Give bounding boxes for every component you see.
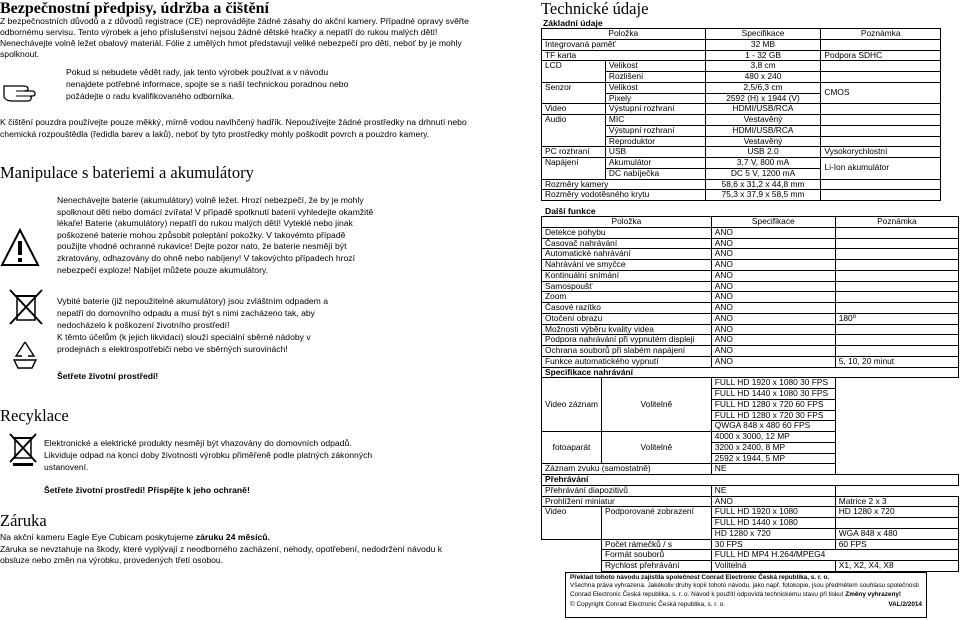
table-row (542, 346, 959, 357)
cell: ANO (711, 346, 835, 357)
table-row (542, 39, 941, 50)
cell: 480 x 240 (705, 72, 821, 83)
cell: Matrice 2 x 3 (835, 496, 958, 507)
cell: PC rozhraní (542, 147, 606, 158)
cell: X1, X2, X4, X8 (835, 561, 958, 572)
footer-code: VAL/2/2014 (888, 600, 922, 608)
table-row (542, 179, 941, 190)
warning-triangle-icon (0, 228, 40, 268)
cell: 58,6 x 31,2 x 44,8 mm (705, 179, 821, 190)
cell: Video (542, 507, 602, 539)
cell: Volitelně (601, 378, 711, 432)
cell: 4000 x 3000, 12 MP (711, 432, 835, 443)
table-row (542, 475, 959, 486)
cell: Vysokorychlostní (821, 147, 941, 158)
cell (835, 249, 958, 260)
basic-caption: Základní údaje (543, 18, 603, 28)
table-row (542, 227, 959, 238)
cell: Rozměry kamery (542, 179, 706, 190)
cell: Možnosti výběru kvality videa (542, 324, 712, 335)
cell: Velikost (605, 82, 705, 93)
col-header: Specifikace (711, 217, 835, 228)
cell (835, 227, 958, 238)
table-row (542, 292, 959, 303)
footer-translation: Překlad tohoto návodu zajistila společnost Conrad Electronic Česká republika, s. r. o. (570, 574, 830, 581)
footer-rights (570, 582, 922, 599)
cell: ANO (711, 356, 835, 367)
cell: 32 MB (705, 39, 821, 50)
cell (835, 270, 958, 281)
cell: NE (711, 485, 835, 496)
cell: Detekce pohybu (542, 227, 712, 238)
cell: Rychlost přehrávání (601, 561, 711, 572)
cell: Audio (542, 115, 606, 147)
cell: Video záznam (542, 378, 602, 432)
pointing-hand-icon (2, 76, 38, 106)
cell (835, 324, 958, 335)
cell: ANO (711, 496, 835, 507)
cell (835, 346, 958, 357)
cell: Integrovaná paměť (542, 39, 706, 50)
cell (835, 389, 958, 400)
section-caption: Specifikace nahrávání (542, 367, 959, 378)
cell: Vestavěný (705, 115, 821, 126)
weee-bin-icon (8, 432, 38, 466)
cell: TF karta (542, 50, 706, 61)
table-row (542, 378, 959, 389)
cell: Záznam zvuku (samostatně) (542, 464, 712, 475)
cell: HD 1280 x 720 (711, 528, 835, 539)
cell: HDMI/USB/RCA (705, 104, 821, 115)
cell: Výstupní rozhraní (605, 104, 705, 115)
cell: Formát souborů (601, 550, 711, 561)
cell (835, 303, 958, 314)
cell (835, 464, 958, 475)
table-row (542, 496, 959, 507)
cell: 180º (835, 313, 958, 324)
cell: FULL HD 1280 x 720 60 FPS (711, 399, 835, 410)
cell: DC nabíječka (605, 168, 705, 179)
footer-copyright-row (570, 601, 922, 609)
table-row (542, 507, 959, 518)
battery-warning: Nenechávejte baterie (akumulátory) volně ležet. Hrozí nebezpečí, že by je mohly spolknout děti nebo domácí zvířata! V případě spolknutí baterií vyhledejte okamžitě lékaře! Baterie (akumulátory) nepatří do rukou malých dětí! Vyteklé nebo jinak poškozené baterie mohou způsobit poleptání pokožky. V takovémto případě použijte vhodné ochranné rukavice! Dejte pozor nato, že baterie nesmějí být zkratovány, odhazovány do ohně nebo nabíjeny! V takovýchto případech hrozí nebezpečí exploze! Nabíjet můžete pouze akumulátory. (57, 195, 374, 275)
warranty-title: Záruka (0, 511, 47, 530)
warranty-text-post: Záruka se nevztahuje na škody, které vyplývají z neodborného zacházení, nehody, opotřebení, nedodržení návodu k obsluze nebo změn na výrobku, provedených třetí osobou. (0, 543, 443, 566)
table-row (542, 464, 959, 475)
table-row (542, 50, 941, 61)
col-header: Položka (542, 29, 706, 40)
cell: Otočení obrazu (542, 313, 712, 324)
warranty-text (0, 532, 470, 567)
cell: Počet rámečků / s (601, 539, 711, 550)
cell: DC 5 V, 1200 mA (705, 168, 821, 179)
cell: FULL HD 1440 x 1080 30 FPS (711, 389, 835, 400)
table-row (542, 158, 941, 169)
crossed-bin-icon (8, 288, 44, 328)
footer-rights-text: Všechna práva vyhrazena. Jakékoliv druhy kopií tohoto návodu, jako např. fotokopie, jsou předmětem souhlasu společnosti Conrad Electronic Česká republika, s. r. o. Návod k použití odpovídá technickému stavu při tisku! (570, 582, 919, 598)
cell: QWGA 848 x 480 60 FPS (711, 421, 835, 432)
battery-env-note: Šetřete životní prostředí! (57, 371, 159, 381)
warranty-text-pre: Na akční kameru Eagle Eye Cubicam poskytujeme (0, 532, 196, 542)
cell: Samospoušť (542, 281, 712, 292)
cell: ANO (711, 270, 835, 281)
cell (835, 238, 958, 249)
col-header: Poznámka (821, 29, 941, 40)
section-caption: Přehrávání (542, 475, 959, 486)
table-row (542, 147, 941, 158)
cell (835, 335, 958, 346)
cell: Časovač nahrávání (542, 238, 712, 249)
cell: ANO (711, 281, 835, 292)
cell: CMOS (821, 82, 941, 104)
table-row (542, 324, 959, 335)
cell: NE (711, 464, 835, 475)
table-row (542, 356, 959, 367)
cell: Nahrávání ve smyčce (542, 260, 712, 271)
table-row (542, 561, 959, 572)
cell: Podpora nahrávání při vypnutém displeji (542, 335, 712, 346)
table-header-row (542, 29, 941, 40)
table-row (542, 303, 959, 314)
cleaning-text: K čištění pouzdra používejte pouze měkký, mírně vodou navlhčený hadřík. Nepoužívejte žádné prostředky na drhnutí nebo chemická rozpouštědla (ředidla barev a laků), neboť by tyto prostředky mohly poškodit povrch a pouzdro kamery. (0, 117, 467, 140)
cell: WGA 848 x 480 (835, 528, 958, 539)
cell (821, 39, 941, 50)
extra-caption: Další funkce (545, 206, 596, 216)
cell: ANO (711, 249, 835, 260)
col-header: Položka (542, 217, 712, 228)
cell (835, 292, 958, 303)
tech-title: Technické údaje (541, 0, 649, 18)
cell (835, 399, 958, 410)
warranty-period: záruku 24 měsíců. (195, 532, 270, 542)
cell: Kontinuální snímání (542, 270, 712, 281)
cell: Ochrana souborů při slabém napájení (542, 346, 712, 357)
cell: Velikost (605, 61, 705, 72)
table-row (542, 190, 941, 201)
cell: Video (542, 104, 606, 115)
table-row (542, 260, 959, 271)
cell (835, 421, 958, 432)
recycling-title: Recyklace (0, 406, 69, 425)
table-row (542, 313, 959, 324)
table-row (542, 82, 941, 93)
table-row (542, 61, 941, 72)
table-row (542, 238, 959, 249)
cell (821, 190, 941, 201)
battery-collection: K těmto účelům (k jejich likvidaci) slouží speciální sběrné nádoby v prodejnách s elektrospotřebiči nebo ve sběrných surovinách! (57, 332, 311, 355)
cell: Vestavěný (705, 136, 821, 147)
cell: FULL HD 1440 x 1080 (711, 518, 835, 529)
cell: USB 2.0 (705, 147, 821, 158)
table-row (542, 335, 959, 346)
cell (542, 539, 602, 550)
cell: 3,7 V, 800 mA (705, 158, 821, 169)
cell (835, 410, 958, 421)
cell: ANO (711, 335, 835, 346)
cell: USB (605, 147, 705, 158)
cell: 3200 x 2400, 8 MP (711, 442, 835, 453)
cell (821, 104, 941, 115)
cell: Napájení (542, 158, 606, 180)
cell: fotoaparát (542, 432, 602, 464)
safety-intro: Z bezpečnostních důvodů a z důvodů registrace (CE) neprovádějte žádné zásahy do akční kamery. Případné opravy svěřte odbornému servisu. Tento výrobek a jeho příslušenství nejsou žádné dětské hračky a nepatří do rukou malých dětí! Nenechávejte volně ležet obalový materiál. Fólie z umělých hmot představují veliké nebezpečí pro děti, neboť by je mohly spolknout. (0, 16, 469, 59)
col-header: Poznámka (835, 217, 958, 228)
cell (821, 136, 941, 147)
cell: Volitelně (601, 432, 711, 464)
cell: Podporované zobrazení (601, 507, 711, 539)
cell: Pixely (605, 93, 705, 104)
safety-hint: Pokud si nebudete vědět rady, jak tento výrobek používat a v návodu nenajdete potřebné informace, spojte se s naší technickou poradnou nebo požádejte o radu kvalifikovaného odborníka. (66, 67, 349, 102)
cell (835, 442, 958, 453)
footer-copyright: © Copyright Conrad Electronic Česká republika, s. r. o. (570, 600, 725, 608)
cell: Senzor (542, 82, 606, 104)
cell (835, 518, 958, 529)
cell: Prohlížení miniatur (542, 496, 712, 507)
table-row (542, 281, 959, 292)
cell (835, 432, 958, 443)
cell: 1 - 32 GB (705, 50, 821, 61)
basic-specs-table (541, 28, 941, 201)
cell: FULL HD 1920 x 1080 (711, 507, 835, 518)
table-row (542, 367, 959, 378)
cell: Funkce automatického vypnutí (542, 356, 712, 367)
cell: 2592 x 1944, 5 MP (711, 453, 835, 464)
cell: 3,8 cm (705, 61, 821, 72)
recycling-text: Elektronické a elektrické produkty nesmějí být vhazovány do domovních odpadů. Likviduje odpad na konci doby životnosti výrobku přiměřeně podle platných zákonných ustanovení. (44, 438, 373, 473)
cell: Rozlišení (605, 72, 705, 83)
cell (835, 453, 958, 464)
footer-box (565, 572, 927, 618)
cell: MIC (605, 115, 705, 126)
cell: ANO (711, 292, 835, 303)
cell: ANO (711, 303, 835, 314)
cell (821, 72, 941, 83)
battery-disposal: Vybité baterie (již nepoužitelné akumulátory) jsou zvláštním odpadem a nepatří do domovního odpadu a musí být s nimi zacházeno tak, aby nedocházelo k poškození životního prostředí! (57, 296, 329, 331)
cell: ANO (711, 260, 835, 271)
cell: Rozměry vodotěsného krytu (542, 190, 706, 201)
cell (542, 550, 602, 561)
cell: FULL HD 1920 x 1080 30 FPS (711, 378, 835, 389)
cell: 2,5/6,3 cm (705, 82, 821, 93)
cell (835, 281, 958, 292)
cell: HD 1280 x 720 (835, 507, 958, 518)
recycle-icon (8, 338, 42, 372)
cell: 2592 (H) x 1944 (V) (705, 93, 821, 104)
cell: ANO (711, 238, 835, 249)
cell: ANO (711, 324, 835, 335)
table-row (542, 249, 959, 260)
batteries-title: Manipulace s bateriemi a akumulátory (0, 163, 254, 182)
cell (835, 260, 958, 271)
safety-title: Bezpečnostní předpisy, údržba a čištění (0, 0, 269, 17)
cell (821, 179, 941, 190)
table-row (542, 115, 941, 126)
table-row (542, 432, 959, 443)
cell (821, 61, 941, 72)
cell: Zoom (542, 292, 712, 303)
cell: FULL HD 1280 x 720 30 FPS (711, 410, 835, 421)
cell: Podpora SDHC (821, 50, 941, 61)
col-header: Specifikace (705, 29, 821, 40)
cell (835, 378, 958, 389)
cell (542, 561, 602, 572)
cell: LCD (542, 61, 606, 83)
recycling-env-note: Šetřete životní prostředí! Přispějte k jeho ochraně! (44, 485, 250, 495)
cell: Výstupní rozhraní (605, 125, 705, 136)
cell: 60 FPS (835, 539, 958, 550)
cell (821, 125, 941, 136)
cell: ANO (711, 313, 835, 324)
table-row (542, 270, 959, 281)
table-row (542, 550, 959, 561)
cell: Reproduktor (605, 136, 705, 147)
extra-specs-table (541, 216, 959, 572)
cell: 5, 10, 20 minut (835, 356, 958, 367)
cell (835, 485, 958, 496)
table-header-row (542, 217, 959, 228)
cell: Automatické nahrávání (542, 249, 712, 260)
cell: Přehrávání diapozitivů (542, 485, 712, 496)
cell (821, 115, 941, 126)
cell: Li-Ion akumulátor (821, 158, 941, 180)
cell: FULL HD MP4 H.264/MPEG4 (711, 550, 958, 561)
cell: Akumulátor (605, 158, 705, 169)
table-row (542, 485, 959, 496)
table-row (542, 104, 941, 115)
cell: Časové razítko (542, 303, 712, 314)
extra-rows (542, 227, 959, 367)
cell: HDMI/USB/RCA (705, 125, 821, 136)
table-row (542, 539, 959, 550)
cell: 75,3 x 37,9 x 58,5 mm (705, 190, 821, 201)
footer-changes: Změny vyhrazeny! (845, 590, 902, 598)
cell: 30 FPS (711, 539, 835, 550)
cell: ANO (711, 227, 835, 238)
cell: Volitelná (711, 561, 835, 572)
